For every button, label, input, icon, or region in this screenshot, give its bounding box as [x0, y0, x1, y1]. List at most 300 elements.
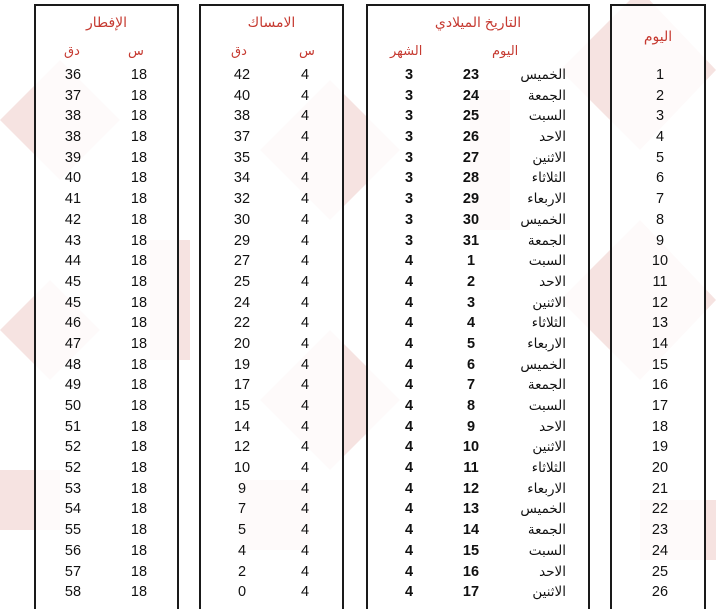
table-row: [36, 149, 177, 170]
table-row: [368, 542, 588, 563]
day-of-month: 7: [466, 377, 476, 394]
iftar-minute: 39: [64, 149, 82, 166]
iftar-minute: 55: [64, 522, 82, 539]
month-value: 4: [404, 315, 414, 332]
day-of-month: 17: [462, 584, 480, 601]
table-row: [612, 356, 704, 377]
day-of-month: 5: [466, 335, 476, 352]
day-number: 13: [651, 315, 669, 332]
day-number: 1: [655, 67, 665, 83]
iftar-hour: 18: [130, 418, 148, 435]
table-row: [612, 211, 704, 232]
table-row: [36, 252, 177, 273]
table-row: [36, 87, 177, 108]
imsak-hour: 4: [300, 439, 310, 456]
table-row: [36, 438, 177, 459]
day-of-month: 12: [462, 480, 480, 497]
table-row: [368, 273, 588, 294]
imsak-minute: 29: [233, 232, 251, 249]
imsak-panel: [199, 4, 344, 609]
imsak-minute: 37: [233, 129, 251, 146]
day-of-month: 24: [462, 87, 480, 104]
imsak-hour: 4: [300, 294, 310, 311]
month-value: 3: [404, 232, 414, 249]
table-row: [368, 190, 588, 211]
day-of-month: 26: [462, 129, 480, 146]
month-value: 3: [404, 211, 414, 228]
iftar-minute: 50: [64, 398, 82, 414]
iftar-hour: 18: [130, 563, 148, 580]
day-number: 21: [651, 480, 669, 497]
day-number: 26: [651, 584, 669, 601]
imsak-minute: 5: [237, 522, 247, 539]
table-row: [36, 480, 177, 501]
day-rows: [612, 66, 704, 604]
iftar-minute: 48: [64, 356, 82, 373]
iftar-minute: 38: [64, 108, 82, 125]
table-row: [36, 294, 177, 315]
table-row: [36, 563, 177, 584]
table-row: [612, 107, 704, 128]
iftar-minute: 47: [64, 335, 82, 352]
iftar-minute: 44: [64, 253, 82, 270]
iftar-minute: 53: [64, 480, 82, 497]
weekday-name: الثلاثاء: [531, 460, 566, 476]
month-value: 4: [404, 356, 414, 373]
iftar-hour: 18: [130, 522, 148, 539]
iftar-title: الإفطار: [85, 14, 128, 30]
gregorian-title: التاريخ الميلادي: [434, 14, 522, 30]
weekday-name: الاحد: [539, 129, 566, 145]
imsak-minute: 19: [233, 356, 251, 373]
table-row: [612, 335, 704, 356]
table-row: [368, 500, 588, 521]
day-of-month: 3: [466, 294, 476, 311]
imsak-minute: 10: [233, 460, 251, 477]
iftar-minute-label: دق: [64, 43, 80, 58]
table-row: [201, 397, 342, 418]
table-row: [201, 418, 342, 439]
iftar-hour: 18: [130, 108, 148, 125]
month-value: 4: [404, 460, 414, 477]
day-number: 16: [651, 377, 669, 394]
table-row: [36, 521, 177, 542]
table-row: [36, 273, 177, 294]
table-row: [201, 563, 342, 584]
table-row: [201, 107, 342, 128]
imsak-hour: 4: [300, 335, 310, 352]
month-value: 4: [404, 563, 414, 580]
iftar-hour: 18: [130, 211, 148, 228]
day-number: 22: [651, 501, 669, 518]
iftar-minute: 36: [64, 67, 82, 83]
day-of-month: 23: [462, 67, 480, 83]
iftar-hour: 18: [130, 542, 148, 559]
imsak-hour: 4: [300, 501, 310, 518]
imsak-minute: 25: [233, 273, 251, 290]
day-number: 15: [651, 356, 669, 373]
iftar-hour-label: س: [128, 43, 144, 58]
imsak-rows: [201, 66, 342, 604]
table-row: [612, 438, 704, 459]
table-row: [36, 66, 177, 87]
imsak-hour: 4: [300, 542, 310, 559]
weekday-name: السبت: [528, 542, 566, 558]
day-number: 17: [651, 398, 669, 414]
iftar-hour: 18: [130, 356, 148, 373]
table-row: [368, 314, 588, 335]
table-row: [201, 583, 342, 604]
table-row: [368, 397, 588, 418]
day-number: 2: [655, 87, 665, 104]
table-row: [201, 252, 342, 273]
weekday-name: الاثنين: [532, 149, 566, 165]
imsak-hour: 4: [300, 418, 310, 435]
day-number: 14: [651, 335, 669, 352]
table-row: [368, 480, 588, 501]
month-value: 3: [404, 191, 414, 208]
imsak-hour: 4: [300, 170, 310, 187]
imsak-title: الامساك: [247, 14, 296, 30]
imsak-hour: 4: [300, 191, 310, 208]
day-of-month: 30: [462, 211, 480, 228]
imsak-hour: 4: [300, 211, 310, 228]
table-row: [201, 87, 342, 108]
iftar-minute: 51: [64, 418, 82, 435]
day-number: 5: [655, 149, 665, 166]
iftar-hour: 18: [130, 398, 148, 414]
table-row: [368, 335, 588, 356]
table-row: [612, 169, 704, 190]
day-title: اليوم: [643, 28, 673, 44]
iftar-hour: 18: [130, 67, 148, 83]
day-of-month: 4: [466, 315, 476, 332]
weekday-name: الثلاثاء: [531, 170, 566, 186]
iftar-hour: 18: [130, 149, 148, 166]
imsak-hour: 4: [300, 563, 310, 580]
day-of-month: 11: [463, 460, 479, 477]
imsak-minute: 7: [237, 501, 247, 518]
iftar-minute: 41: [64, 191, 82, 208]
imsak-hour-label: س: [299, 43, 315, 58]
gregorian-date-panel: [366, 4, 590, 609]
iftar-hour: 18: [130, 129, 148, 146]
imsak-minute: 0: [237, 584, 247, 601]
table-row: [368, 66, 588, 87]
day-number: 9: [655, 232, 665, 249]
table-row: [36, 169, 177, 190]
imsak-minute: 9: [237, 480, 247, 497]
month-value: 4: [404, 273, 414, 290]
iftar-minute: 42: [64, 211, 82, 228]
month-value: 4: [404, 501, 414, 518]
table-row: [612, 149, 704, 170]
iftar-hour: 18: [130, 377, 148, 394]
weekday-name: الاحد: [539, 418, 566, 434]
iftar-minute: 52: [64, 439, 82, 456]
table-row: [368, 107, 588, 128]
weekday-name: الخميس: [520, 356, 566, 372]
imsak-hour: 4: [300, 67, 310, 83]
table-row: [612, 480, 704, 501]
day-number: 23: [651, 522, 669, 539]
table-row: [36, 459, 177, 480]
iftar-hour: 18: [130, 294, 148, 311]
imsak-hour: 4: [300, 87, 310, 104]
weekday-name: الخميس: [520, 67, 566, 82]
table-row: [612, 294, 704, 315]
weekday-name: الثلاثاء: [531, 315, 566, 331]
iftar-minute: 54: [64, 501, 82, 518]
month-value: 4: [404, 439, 414, 456]
month-value: 4: [404, 418, 414, 435]
iftar-hour: 18: [130, 273, 148, 290]
imsak-hour: 4: [300, 522, 310, 539]
table-row: [612, 232, 704, 253]
imsak-hour: 4: [300, 460, 310, 477]
iftar-minute: 52: [64, 460, 82, 477]
table-row: [36, 335, 177, 356]
iftar-hour: 18: [130, 253, 148, 270]
imsak-hour: 4: [300, 149, 310, 166]
day-of-month: 13: [462, 501, 480, 518]
table-row: [612, 418, 704, 439]
table-row: [368, 232, 588, 253]
table-row: [201, 356, 342, 377]
table-row: [201, 438, 342, 459]
imsak-minute: 42: [233, 67, 251, 83]
imsak-minute-label: دق: [231, 43, 247, 58]
iftar-hour: 18: [130, 315, 148, 332]
imsak-minute: 20: [233, 335, 251, 352]
table-row: [368, 459, 588, 480]
table-row: [36, 542, 177, 563]
table-row: [36, 211, 177, 232]
day-number: 19: [651, 439, 669, 456]
table-row: [36, 583, 177, 604]
imsak-minute: 4: [237, 542, 247, 559]
imsak-hour: 4: [300, 315, 310, 332]
table-row: [201, 459, 342, 480]
iftar-minute: 57: [64, 563, 82, 580]
iftar-hour: 18: [130, 191, 148, 208]
imsak-minute: 22: [233, 315, 251, 332]
table-row: [368, 438, 588, 459]
imsak-minute: 12: [233, 439, 251, 456]
table-row: [201, 480, 342, 501]
month-value: 4: [404, 294, 414, 311]
iftar-minute: 38: [64, 129, 82, 146]
table-row: [201, 521, 342, 542]
table-row: [368, 521, 588, 542]
iftar-hour: 18: [130, 232, 148, 249]
weekday-name: السبت: [528, 108, 566, 124]
table-row: [201, 542, 342, 563]
table-row: [36, 314, 177, 335]
imsak-minute: 32: [233, 191, 251, 208]
month-value: 4: [404, 522, 414, 539]
table-row: [36, 107, 177, 128]
weekday-name: الخميس: [520, 211, 566, 227]
day-number: 24: [651, 542, 669, 559]
day-of-month: 2: [466, 273, 476, 290]
day-of-month: 6: [466, 356, 476, 373]
weekday-name: السبت: [528, 253, 566, 269]
imsak-minute: 17: [233, 377, 251, 394]
table-row: [612, 252, 704, 273]
imsak-hour: 4: [300, 377, 310, 394]
day-of-month: 10: [462, 439, 480, 456]
imsak-minute: 2: [237, 563, 247, 580]
imsak-minute: 27: [233, 253, 251, 270]
month-value: 4: [404, 335, 414, 352]
table-row: [368, 294, 588, 315]
weekday-label: اليوم: [492, 43, 519, 58]
weekday-name: السبت: [528, 398, 566, 413]
imsak-hour: 4: [300, 356, 310, 373]
day-number: 25: [651, 563, 669, 580]
iftar-rows: [36, 66, 177, 604]
weekday-name: الاربعاء: [527, 191, 566, 207]
table-row: [36, 376, 177, 397]
table-row: [612, 397, 704, 418]
iftar-hour: 18: [130, 501, 148, 518]
table-row: [201, 190, 342, 211]
weekday-name: الاحد: [539, 273, 566, 289]
table-row: [368, 376, 588, 397]
table-row: [368, 252, 588, 273]
month-value: 3: [404, 129, 414, 146]
weekday-name: الجمعة: [527, 87, 566, 103]
iftar-panel: [34, 4, 179, 609]
table-row: [612, 273, 704, 294]
iftar-hour: 18: [130, 460, 148, 477]
table-row: [36, 232, 177, 253]
iftar-hour: 18: [130, 584, 148, 601]
table-row: [612, 500, 704, 521]
imsak-minute: 34: [233, 170, 251, 187]
weekday-name: الجمعة: [527, 377, 566, 393]
table-row: [36, 397, 177, 418]
iftar-minute: 45: [64, 273, 82, 290]
table-row: [201, 128, 342, 149]
iftar-minute: 37: [64, 87, 82, 104]
day-number: 12: [651, 294, 669, 311]
imsak-hour: 4: [300, 232, 310, 249]
table-row: [201, 335, 342, 356]
table-row: [201, 232, 342, 253]
day-of-month: 14: [462, 522, 480, 539]
weekday-name: الاثنين: [532, 584, 566, 600]
weekday-name: الاحد: [539, 563, 566, 579]
table-row: [612, 583, 704, 604]
month-label: الشهر: [390, 43, 423, 58]
day-of-month: 28: [462, 170, 480, 187]
iftar-minute: 40: [64, 170, 82, 187]
table-row: [612, 521, 704, 542]
month-value: 4: [404, 584, 414, 601]
imsak-minute: 38: [233, 108, 251, 125]
day-number: 6: [655, 170, 665, 187]
table-row: [201, 314, 342, 335]
iftar-hour: 18: [130, 170, 148, 187]
day-of-month: 31: [462, 232, 480, 249]
table-row: [368, 169, 588, 190]
table-row: [201, 211, 342, 232]
table-row: [368, 211, 588, 232]
day-number: 10: [651, 253, 669, 270]
iftar-minute: 49: [64, 377, 82, 394]
table-row: [368, 356, 588, 377]
table-row: [612, 459, 704, 480]
imsak-hour: 4: [300, 584, 310, 601]
table-row: [36, 500, 177, 521]
imsak-hour: 4: [300, 129, 310, 146]
table-row: [201, 149, 342, 170]
weekday-name: الاثنين: [532, 439, 566, 455]
day-number: 3: [655, 108, 665, 125]
month-value: 3: [404, 170, 414, 187]
table-row: [201, 273, 342, 294]
table-row: [368, 87, 588, 108]
imsak-minute: 30: [233, 211, 251, 228]
iftar-minute: 43: [64, 232, 82, 249]
day-panel: [610, 4, 706, 609]
day-of-month: 16: [462, 563, 480, 580]
day-of-month: 29: [462, 191, 480, 208]
imsak-hour: 4: [300, 480, 310, 497]
table-row: [612, 128, 704, 149]
iftar-minute: 46: [64, 315, 82, 332]
imsak-hour: 4: [300, 273, 310, 290]
iftar-hour: 18: [130, 335, 148, 352]
table-row: [368, 128, 588, 149]
month-value: 4: [404, 480, 414, 497]
table-row: [612, 190, 704, 211]
day-number: 11: [652, 273, 668, 290]
imsak-minute: 15: [233, 398, 251, 414]
iftar-minute: 45: [64, 294, 82, 311]
table-row: [368, 583, 588, 604]
day-of-month: 8: [466, 398, 476, 414]
table-row: [612, 542, 704, 563]
day-number: 4: [655, 129, 665, 146]
table-row: [36, 356, 177, 377]
day-number: 20: [651, 460, 669, 477]
weekday-name: الجمعة: [527, 522, 566, 538]
table-row: [201, 500, 342, 521]
table-row: [612, 314, 704, 335]
table-row: [612, 376, 704, 397]
day-of-month: 15: [462, 542, 480, 559]
imsak-minute: 14: [233, 418, 251, 435]
iftar-hour: 18: [130, 480, 148, 497]
iftar-hour: 18: [130, 87, 148, 104]
day-of-month: 1: [466, 253, 476, 270]
table-row: [201, 294, 342, 315]
table-row: [36, 128, 177, 149]
weekday-name: الاربعاء: [527, 335, 566, 351]
imsak-minute: 40: [233, 87, 251, 104]
table-row: [612, 563, 704, 584]
table-row: [201, 66, 342, 87]
imsak-hour: 4: [300, 108, 310, 125]
weekday-name: الاربعاء: [527, 480, 566, 496]
table-row: [201, 376, 342, 397]
table-row: [36, 190, 177, 211]
imsak-minute: 35: [233, 149, 251, 166]
month-value: 4: [404, 377, 414, 394]
